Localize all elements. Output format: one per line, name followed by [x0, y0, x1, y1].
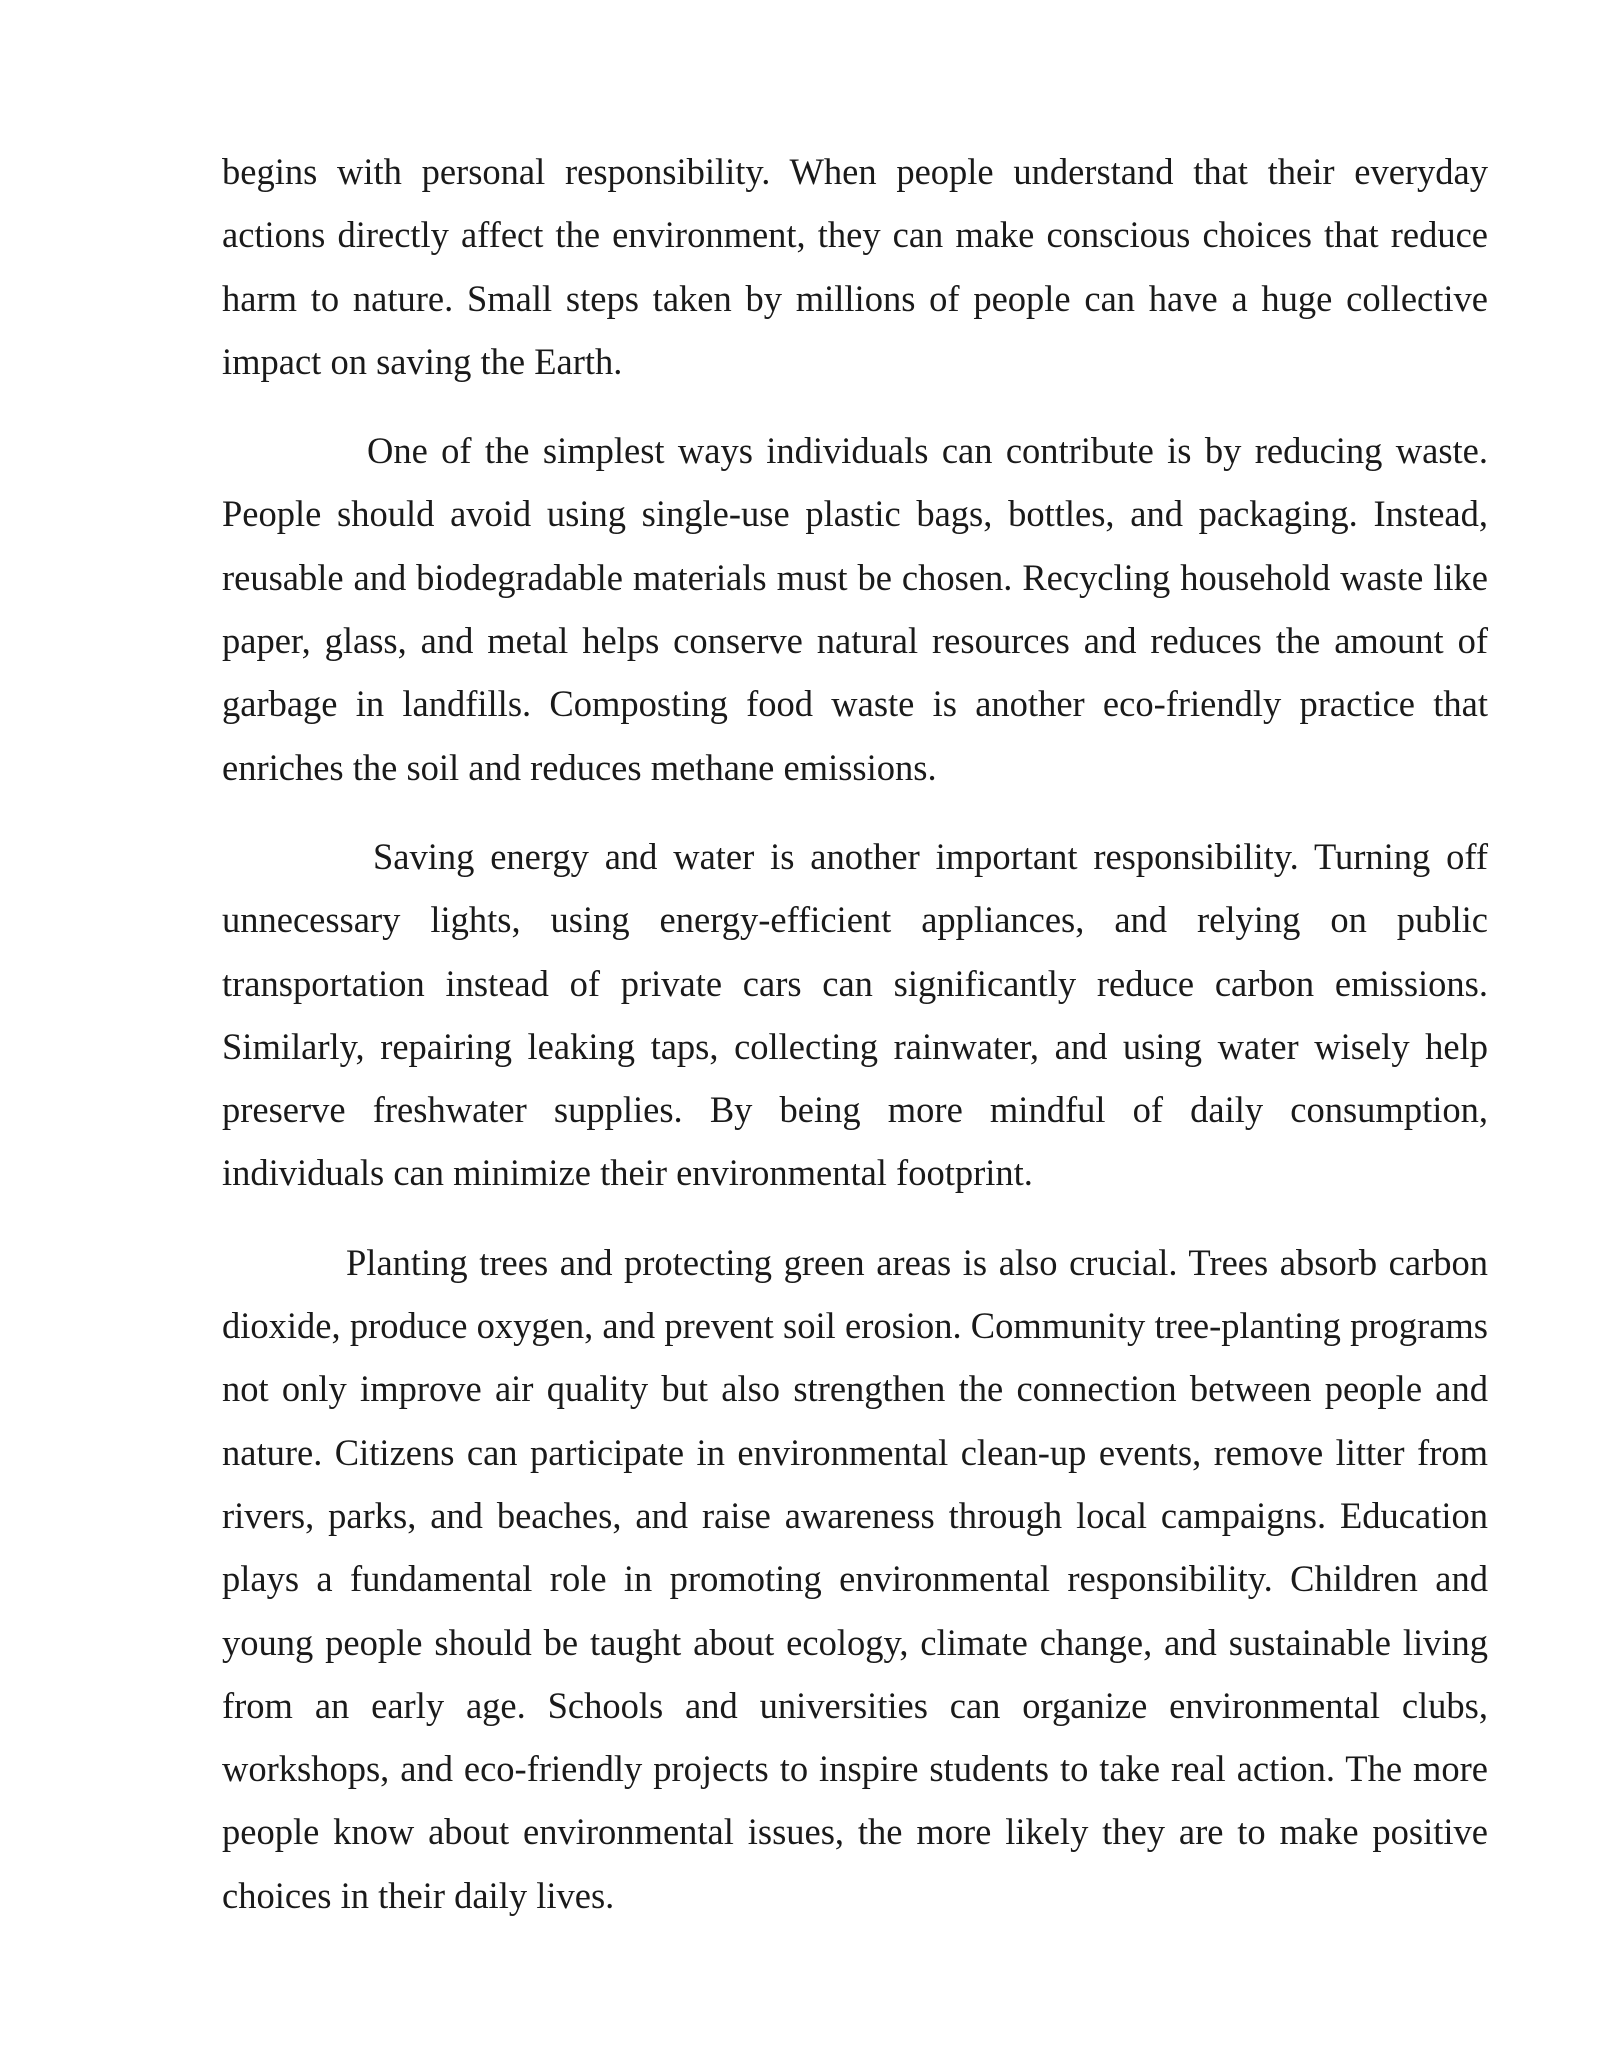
paragraph-2: One of the simplest ways individuals can contribute is by reducing waste. People should avoid using single-use plastic bags, bottles, and packaging. Instead, reusable and biodegradable materials must be chosen. Recycling household waste like paper, glass, and metal helps conserve natural resources and reduces the amount of garbage in landfills. Composting food waste is another eco-friendly practice that enriches the soil and reduces methane emissions.: [222, 430, 1488, 788]
paragraph-1: begins with personal responsibility. When people understand that their everyday actions directly affect the environment, they can make conscious choices that reduce harm to nature. Small steps taken by millions of people can have a huge collective impact on saving the Earth.: [222, 151, 1488, 382]
paragraph-3: Saving energy and water is another important responsibility. Turning off unnecessary lights, using energy-efficient appliances, and relying on public transportation instead of private cars can significantly reduce carbon emissions. Similarly, repairing leaking taps, collecting rainwater, and using water wisely help preserve freshwater supplies. By being more mindful of daily consumption, individuals can minimize their environmental footprint.: [222, 835, 1488, 1194]
document-body: [222, 140, 1488, 1953]
paragraph-4: Planting trees and protecting green areas is also crucial. Trees absorb carbon dioxide, produce oxygen, and prevent soil erosion. Community tree-planting programs not only improve air quality but also strengthen the connection between people and nature. Citizens can participate in environmental clean-up events, remove litter from rivers, parks, and beaches, and raise awareness through local campaigns. Education plays a fundamental role in promoting environmental responsibility. Children and young people should be taught about ecology, climate change, and sustainable living from an early age. Schools and universities can organize environmental clubs, workshops, and eco-friendly projects to inspire students to take real action. The more people know about environmental issues, the more likely they are to make positive choices in their daily lives.: [222, 1241, 1488, 1916]
